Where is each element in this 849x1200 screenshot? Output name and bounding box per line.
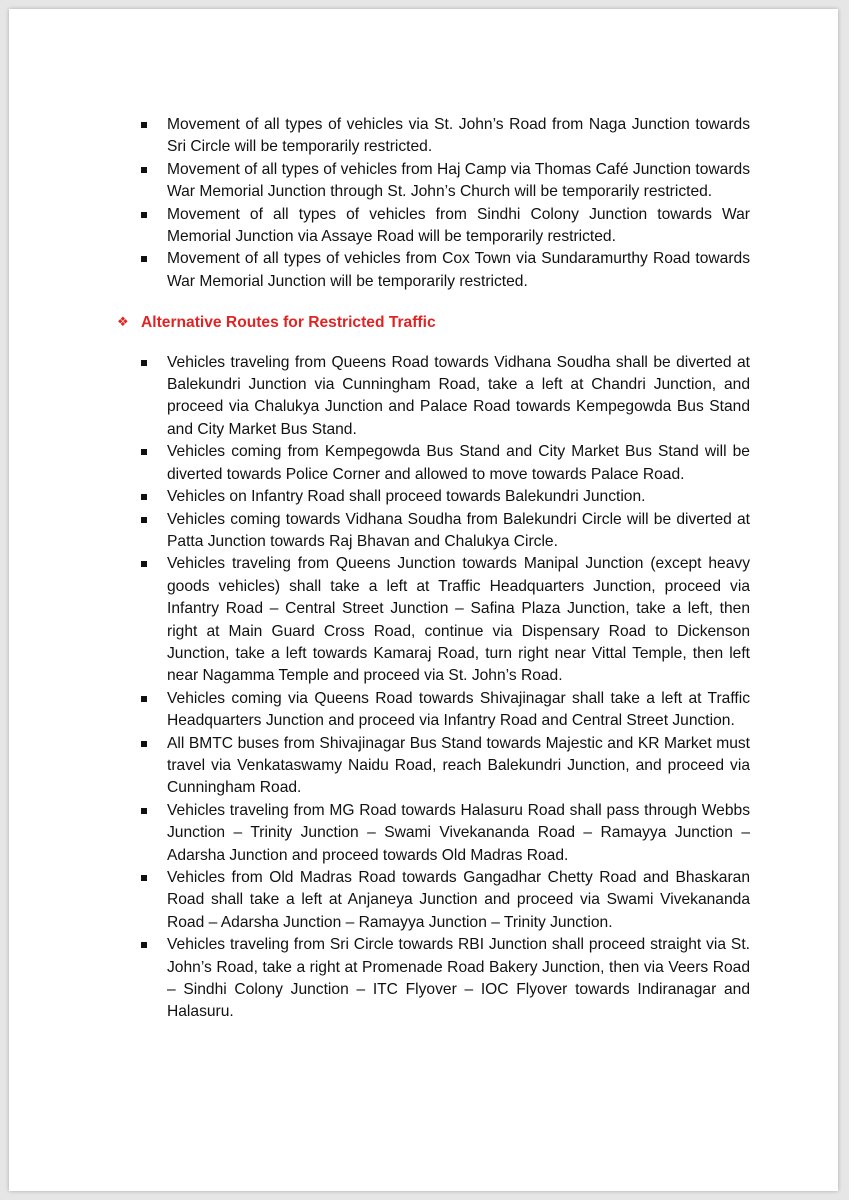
list-item-text: Vehicles traveling from MG Road towards Halasuru Road shall pass through Webbs Junction – Trinity Junction – Swami Vivekananda Road – Ramayya Junction – Adarsha Junction and proceed towards Old Madras Road. — [167, 801, 750, 864]
list-item-text: Vehicles from Old Madras Road towards Gangadhar Chetty Road and Bhaskaran Road shall take a left at Anjaneya Junction and proceed via Swami Vivekananda Road – Adarsha Junction – Ramayya Junction – Trinity Junction. — [167, 869, 750, 931]
square-bullet-icon — [141, 212, 147, 218]
list-item — [117, 159, 750, 204]
square-bullet-icon — [141, 875, 147, 881]
square-bullet-icon — [141, 561, 147, 567]
list-item — [117, 441, 750, 486]
list-item — [117, 733, 750, 800]
list-item — [117, 934, 750, 1024]
square-bullet-icon — [141, 494, 147, 500]
list-item-text: Movement of all types of vehicles from Haj Camp via Thomas Café Junction towards War Memorial Junction through St. John’s Church will be temporarily restricted. — [167, 160, 750, 201]
list-item — [117, 352, 750, 442]
list-item-text: Vehicles coming towards Vidhana Soudha from Balekundri Circle will be diverted at Patta Junction towards Raj Bhavan and Chalukya Circle. — [167, 510, 750, 550]
square-bullet-icon — [141, 741, 147, 747]
list-item-text: Vehicles traveling from Sri Circle towards RBI Junction shall proceed straight via St. John’s Road, take a right at Promenade Road Bakery Junction, then via Veers Road – Sindhi Colony Junction – ITC Flyover – IOC Flyover towards Indiranagar and Halasuru. — [167, 936, 750, 1021]
document-content — [117, 114, 750, 1024]
list-item — [117, 509, 750, 554]
square-bullet-icon — [141, 517, 147, 523]
square-bullet-icon — [141, 808, 147, 814]
alternative-routes-heading — [117, 312, 750, 334]
list-item — [117, 553, 750, 687]
square-bullet-icon — [141, 122, 147, 128]
list-item — [117, 114, 750, 159]
list-item-text: All BMTC buses from Shivajinagar Bus Stand towards Majestic and KR Market must travel via Venkataswamy Naidu Road, reach Balekundri Junction, and proceed via Cunningham Road. — [167, 734, 750, 797]
square-bullet-icon — [141, 696, 147, 702]
list-item-text: Movement of all types of vehicles from Cox Town via Sundaramurthy Road towards War Memorial Junction will be temporarily restricted. — [167, 250, 750, 290]
list-item — [117, 800, 750, 867]
square-bullet-icon — [141, 360, 147, 366]
list-item — [117, 688, 750, 733]
square-bullet-icon — [141, 256, 147, 262]
section-heading-text: Alternative Routes for Restricted Traffic — [141, 314, 436, 332]
document-page — [9, 9, 838, 1191]
list-item-text: Movement of all types of vehicles via St. John’s Road from Naga Junction towards Sri Circle will be temporarily restricted. — [167, 116, 750, 156]
list-item — [117, 486, 750, 508]
list-item-text: Vehicles traveling from Queens Junction towards Manipal Junction (except heavy goods vehicles) shall take a left at Traffic Headquarters Junction, proceed via Infantry Road – Central Street Junction – Safina Plaza Junction, take a left, then right at Main Guard Cross Road, continue via Dispensary Road to Dickenson Junction, take a left towards Kamaraj Road, turn right near Vittal Temple, then left near Nagamma Temple and proceed via St. John’s Road. — [167, 555, 750, 685]
square-bullet-icon — [141, 167, 147, 173]
list-item-text: Vehicles coming via Queens Road towards Shivajinagar shall take a left at Traffic Headquarters Junction and proceed via Infantry Road and Central Street Junction. — [167, 689, 750, 730]
restrictions-list — [117, 114, 750, 293]
diamond-icon: ❖ — [117, 315, 129, 331]
square-bullet-icon — [141, 449, 147, 455]
list-item-text: Vehicles on Infantry Road shall proceed towards Balekundri Junction. — [167, 488, 646, 506]
list-item — [117, 248, 750, 293]
list-item-text: Movement of all types of vehicles from Sindhi Colony Junction towards War Memorial Junction via Assaye Road will be temporarily restricted. — [167, 205, 750, 246]
list-item — [117, 867, 750, 934]
list-item-text: Vehicles traveling from Queens Road towards Vidhana Soudha shall be diverted at Balekundri Junction via Cunningham Road, take a left at Chandri Junction, and proceed via Chalukya Junction and Palace Road towards Kempegowda Bus Stand and City Market Bus Stand. — [167, 353, 750, 438]
list-item-text: Vehicles coming from Kempegowda Bus Stand and City Market Bus Stand will be diverted towards Police Corner and allowed to move towards Palace Road. — [167, 443, 750, 483]
square-bullet-icon — [141, 942, 147, 948]
list-item — [117, 204, 750, 249]
alternative-routes-list — [117, 352, 750, 1024]
